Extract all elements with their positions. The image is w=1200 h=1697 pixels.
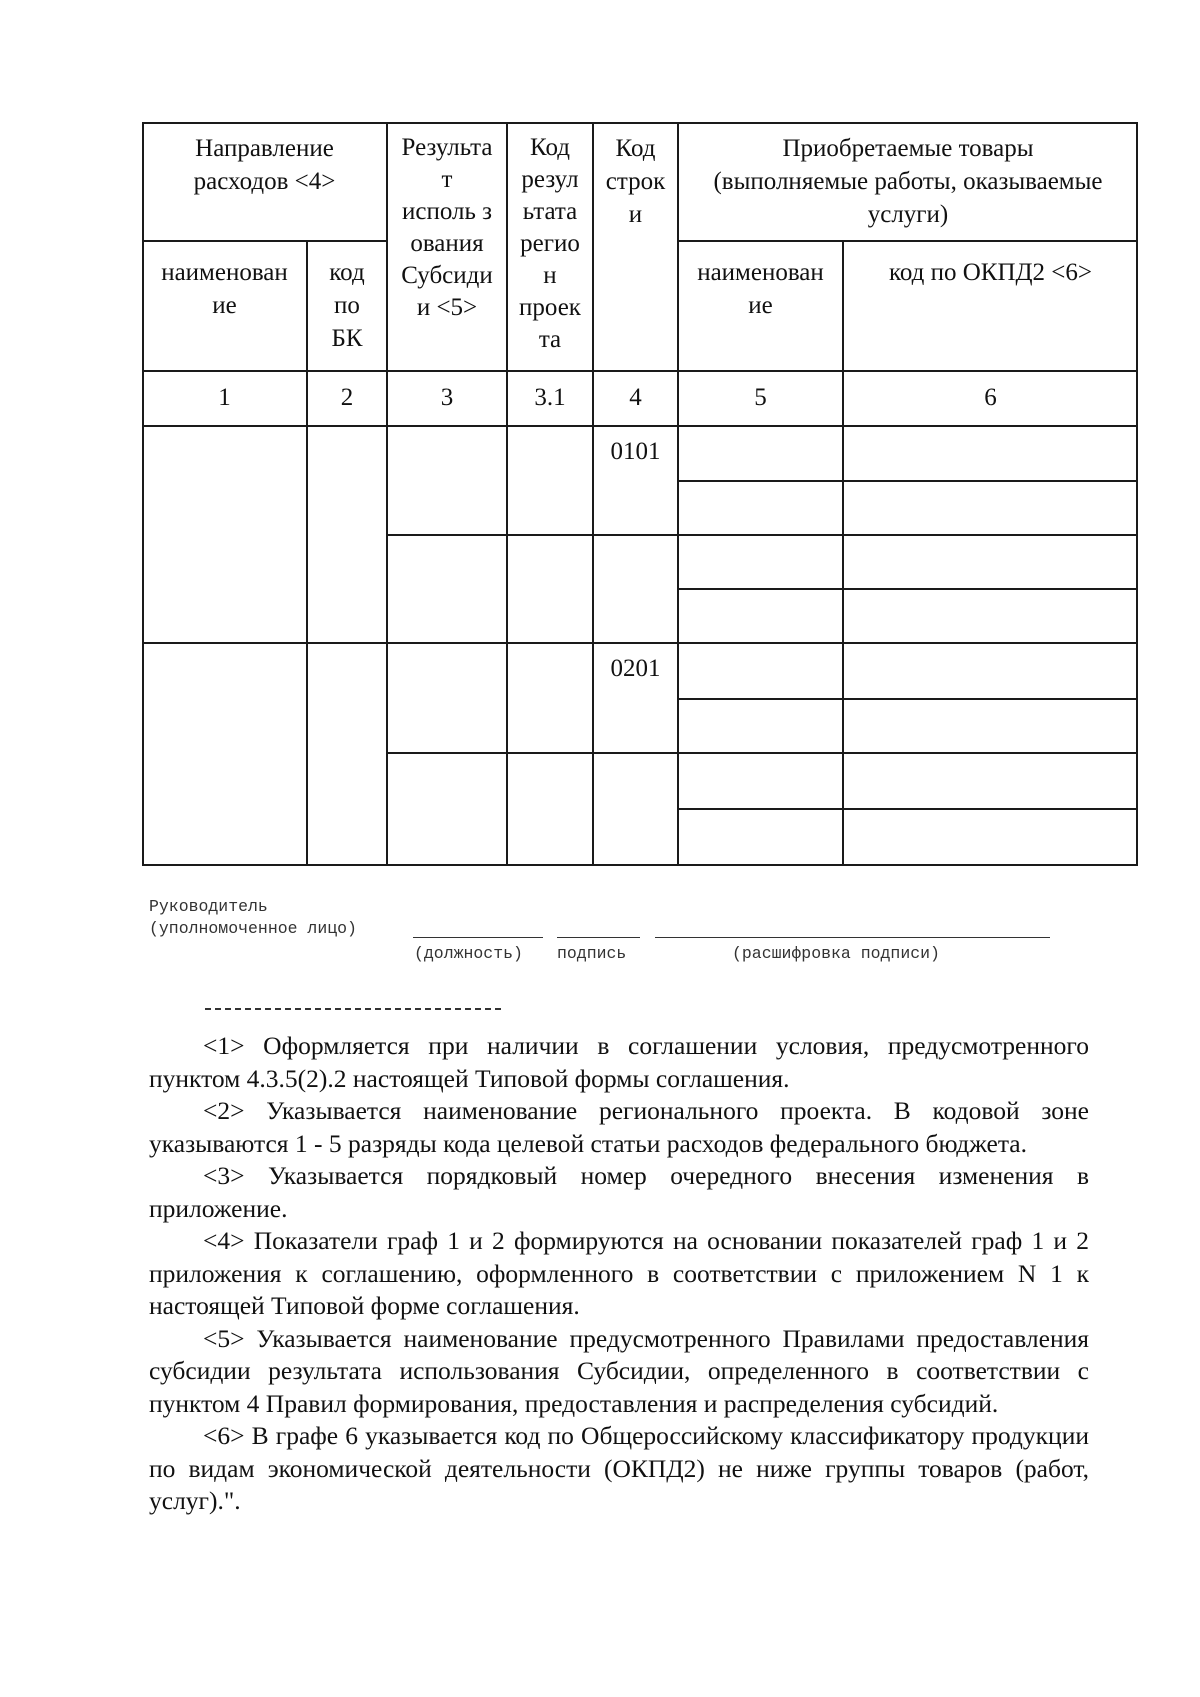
footnote-2: <2> Указывается наименование регионального проекта. В кодовой зоне указываются 1 - 5 разряды кода целевой статьи расходов федерального бюджета. xyxy=(149,1096,1089,1158)
header-goods-name: наименован ие xyxy=(697,259,824,319)
row-line xyxy=(387,534,1138,536)
row-line xyxy=(678,698,1138,700)
row-line xyxy=(678,588,1138,590)
header-line-code: Код строк и xyxy=(605,135,666,228)
header-okpd-code: код по ОКПД2 <6> xyxy=(888,259,1093,286)
col-number: 4 xyxy=(629,384,642,411)
footnote-3: <3> Указывается порядковый номер очередного внесения изменения в приложение. xyxy=(149,1161,1089,1223)
header-subsidy-result: Результа т исполь з ования Субсиди и <5> xyxy=(401,134,493,321)
footnote-separator xyxy=(205,1008,501,1010)
col-number: 2 xyxy=(340,384,354,411)
footnote-6: <6> В графе 6 указывается код по Общероссийскому классификатору продукции по видам экономической деятельности (ОКПД2) не ниже группы товаров (работ, услуг).". xyxy=(149,1421,1089,1515)
footnote-5: <5> Указывается наименование предусмотренного Правилами предоставления субсидии результата использования Субсидии, определенного в соответствии с пунктом 4 Правил формирования, предоставления и распределения субсидий. xyxy=(149,1323,1089,1418)
line-code-cell: 0201 xyxy=(610,655,661,682)
col-number: 5 xyxy=(754,384,767,411)
footnote-4: <4> Показатели граф 1 и 2 формируются на основании показателей граф 1 и 2 приложения к соглашению, оформленного в соответствии с приложением N 1 к настоящей Типовой форме соглашения. xyxy=(149,1226,1089,1320)
sign-caption: подпись xyxy=(557,944,627,963)
footnote-1: <1> Оформляется при наличии в соглашении условия, предусмотренного пунктом 4.3.5(2).2 настоящей Типовой формы соглашения. xyxy=(149,1031,1089,1093)
header-direction-name: наименован ие xyxy=(161,259,288,319)
sign-line xyxy=(557,937,640,938)
line-code-cell: 0101 xyxy=(610,438,661,465)
signature-authorized-label: (уполномоченное лицо) xyxy=(149,919,357,938)
col-number: 3 xyxy=(440,384,454,411)
header-bk-code: код по БК xyxy=(329,259,365,352)
col-number: 6 xyxy=(984,384,997,411)
decode-caption: (расшифровка подписи) xyxy=(732,944,940,963)
row-line xyxy=(678,480,1138,482)
row-line xyxy=(678,808,1138,810)
header-project-result-code: Код резул ьтата регио н проек та xyxy=(519,134,581,353)
header-goods: Приобретаемые товары (выполняемые работы, оказываемые услуги) xyxy=(713,135,1103,228)
position-line xyxy=(413,937,543,938)
col-number: 3.1 xyxy=(534,384,566,411)
signature-head-label: Руководитель xyxy=(149,897,268,916)
row-line xyxy=(387,752,1138,754)
expenses-table xyxy=(142,122,1138,866)
position-caption: (должность) xyxy=(414,944,523,963)
col-number: 1 xyxy=(218,384,231,411)
footnotes xyxy=(149,1030,1089,1518)
header-direction: Направление расходов <4> xyxy=(193,135,336,195)
decode-line xyxy=(655,937,1050,938)
table-border-bottom xyxy=(142,864,1138,866)
